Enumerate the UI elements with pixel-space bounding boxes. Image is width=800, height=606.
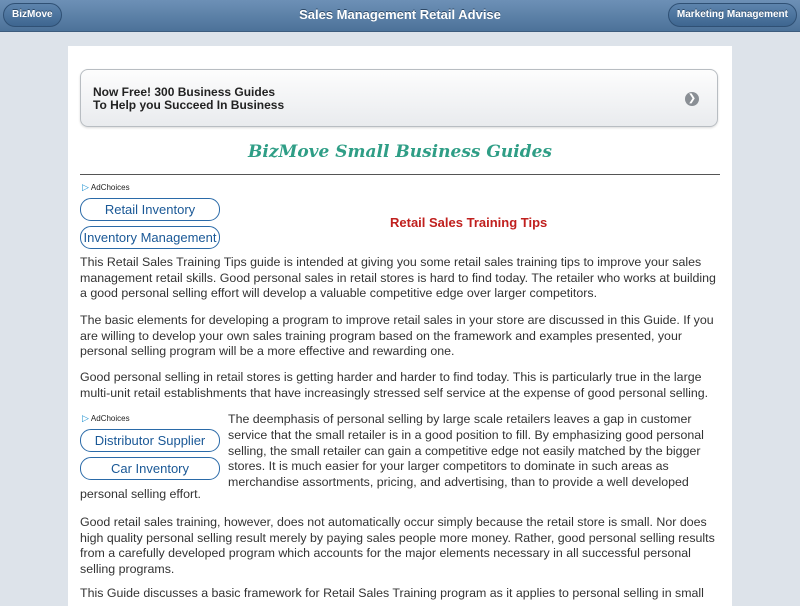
ad-link-car-inventory[interactable]: Car Inventory: [80, 457, 220, 480]
page-title: Sales Management Retail Advise: [299, 7, 501, 22]
top-bar: [0, 0, 800, 32]
article-paragraph-6: This Guide discusses a basic framework for Retail Sales Training program as it applies to personal selling in small: [80, 586, 704, 600]
promo-banner[interactable]: [80, 69, 718, 127]
article-paragraph-1: This Retail Sales Training Tips guide is intended at giving you some retail sales training tips to improve your sales management retail skills. Good personal sales in retail stores is hard to find today. The retailer who works at building a good personal selling effort will develop a valuable competitive edge over larger competitors.: [80, 255, 716, 300]
adchoices-label[interactable]: [82, 182, 130, 193]
article-paragraph-4-line-5: merchandise assortments, pricing, and advertising, than to provide a well developed: [228, 475, 689, 489]
home-button[interactable]: BizMove: [3, 3, 62, 27]
article-heading: Retail Sales Training Tips: [390, 215, 548, 230]
content-panel: [68, 46, 732, 606]
article-paragraph-4-line-3: selling, the small retailer can gain a competitive edge not easily matched by the bigger: [228, 444, 701, 458]
site-brand: BizMove Small Business Guides: [248, 142, 552, 162]
adchoices-label-2[interactable]: [82, 413, 130, 424]
adchoices-icon: ▷: [82, 182, 89, 192]
article-paragraph-2: The basic elements for developing a program to improve retail sales in your store are discussed in this Guide. If you are willing to develop your own sales training program based on the framework and examples presented, your personal selling program will be a more effective and rewarding one.: [80, 313, 714, 358]
article-paragraph-3: Good personal selling in retail stores is getting harder and harder to find today. This is particularly true in the large multi-unit retail establishments that have increasingly stressed self service at the expense of good personal selling.: [80, 370, 709, 400]
promo-line-2: To Help you Succeed In Business: [93, 98, 285, 112]
ad-link-retail-inventory[interactable]: Retail Inventory: [80, 198, 220, 221]
ad-link-inventory-management[interactable]: Inventory Management: [80, 226, 220, 249]
divider: [80, 174, 720, 175]
article-paragraph-4-end: personal selling effort.: [80, 487, 201, 501]
article-paragraph-5: Good retail sales training, however, does not automatically occur simply because the retail store is small. Nor does high quality personal selling result merely by paying sales people more money. Rather, good personal selling results from a carefully developed program which accounts for the major elements necessary in all successful personal selling programs.: [80, 515, 715, 576]
promo-line-1: Now Free! 300 Business Guides: [93, 85, 276, 99]
adchoices-text: AdChoices: [90, 183, 130, 192]
adchoices-text: AdChoices: [90, 414, 130, 423]
ad-link-distributor-supplier[interactable]: Distributor Supplier: [80, 429, 220, 452]
marketing-management-button[interactable]: Marketing Management: [668, 3, 797, 27]
chevron-right-icon[interactable]: ❯: [685, 92, 699, 106]
adchoices-icon: ▷: [82, 413, 89, 423]
article-paragraph-4-line-1: The deemphasis of personal selling by large scale retailers leaves a gap in customer: [228, 412, 692, 426]
article-paragraph-4-line-4: stores. It is much easier for your larger competitors to dominate in such areas as: [228, 459, 669, 473]
article-paragraph-4-line-2: service that the small retailer is in a good position to fill. By emphasizing good personal: [228, 428, 704, 442]
